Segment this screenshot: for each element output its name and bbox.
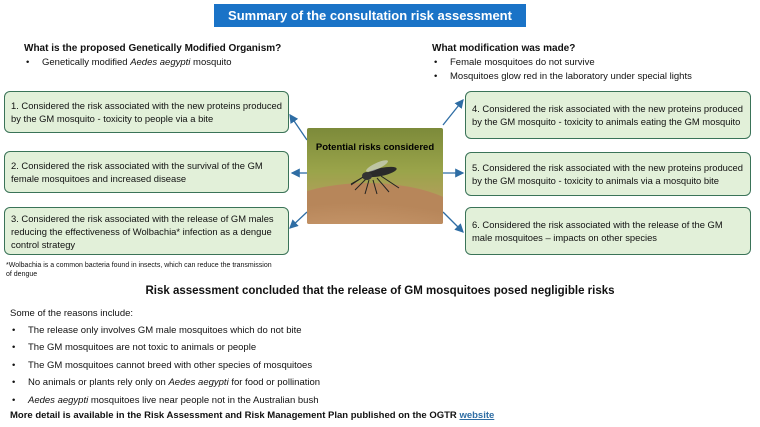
mosquito-image [307,128,443,224]
risk-box-1: 1. Considered the risk associated with the new proteins produced by the GM mosquito - toxicity to people via a bite [4,91,289,133]
reason-item [10,374,320,391]
center-label: Potential risks considered [315,142,435,153]
right-question-heading: What modification was made? [432,43,576,54]
reason-item: • The GM mosquitoes cannot breed with other species of mosquitoes [10,357,320,374]
arrow-to-risk-1 [290,115,307,140]
arrow-to-risk-6 [443,212,463,232]
risk-box-6: 6. Considered the risk associated with the release of the GM male mosquitoes – impacts on other species [465,207,751,255]
bullet-text-end: mosquito [190,57,232,68]
right-question-bullet: • Mosquitoes glow red in the laboratory under special lights [432,70,752,84]
risk-box-4: 4. Considered the risk associated with the new proteins produced by the GM mosquito - toxicity to animals eating the GM mosquito [465,91,751,139]
reasons-list [10,322,320,409]
risk-box-3: 3. Considered the risk associated with the release of GM males reducing the effectiveness of Wolbachia* infection as a dengue control strategy [4,207,289,255]
reasons-intro: Some of the reasons include: [10,308,134,319]
arrow-to-risk-3 [290,212,307,228]
risk-box-2: 2. Considered the risk associated with the survival of the GM female mosquitoes and increased disease [4,151,289,193]
reason-item [10,392,320,409]
reason-text-end: mosquitoes live near people not in the Australian bush [88,394,319,406]
arrow-to-risk-4 [443,100,463,125]
page-title: Summary of the consultation risk assessment [214,4,526,27]
species-name: Aedes aegypti [168,377,229,389]
conclusion-heading: Risk assessment concluded that the release of GM mosquitoes posed negligible risks [145,285,615,297]
more-detail-text: More detail is available in the Risk Assessment and Risk Management Plan published on the OGTR [10,410,460,421]
reason-item: • The GM mosquitoes are not toxic to animals or people [10,339,320,356]
bullet-text: Genetically modified [42,57,131,68]
more-detail [10,410,494,421]
species-name: Aedes aegypti [130,57,191,68]
species-name: Aedes aegypti [28,394,89,406]
risk-box-5: 5. Considered the risk associated with the new proteins produced by the GM mosquito - toxicity to animals via a mosquito bite [465,152,751,196]
left-question-heading: What is the proposed Genetically Modified Organism? [24,43,282,54]
right-question-bullet: • Female mosquitoes do not survive [432,56,752,70]
wolbachia-footnote: *Wolbachia is a common bacteria found in insects, which can reduce the transmission of dengue [6,262,272,278]
reason-text-end: for food or pollination [228,377,321,389]
website-link[interactable]: website [459,410,495,421]
reason-item: • The release only involves GM male mosquitoes which do not bite [10,322,320,339]
reason-text: No animals or plants rely only on [28,377,169,389]
